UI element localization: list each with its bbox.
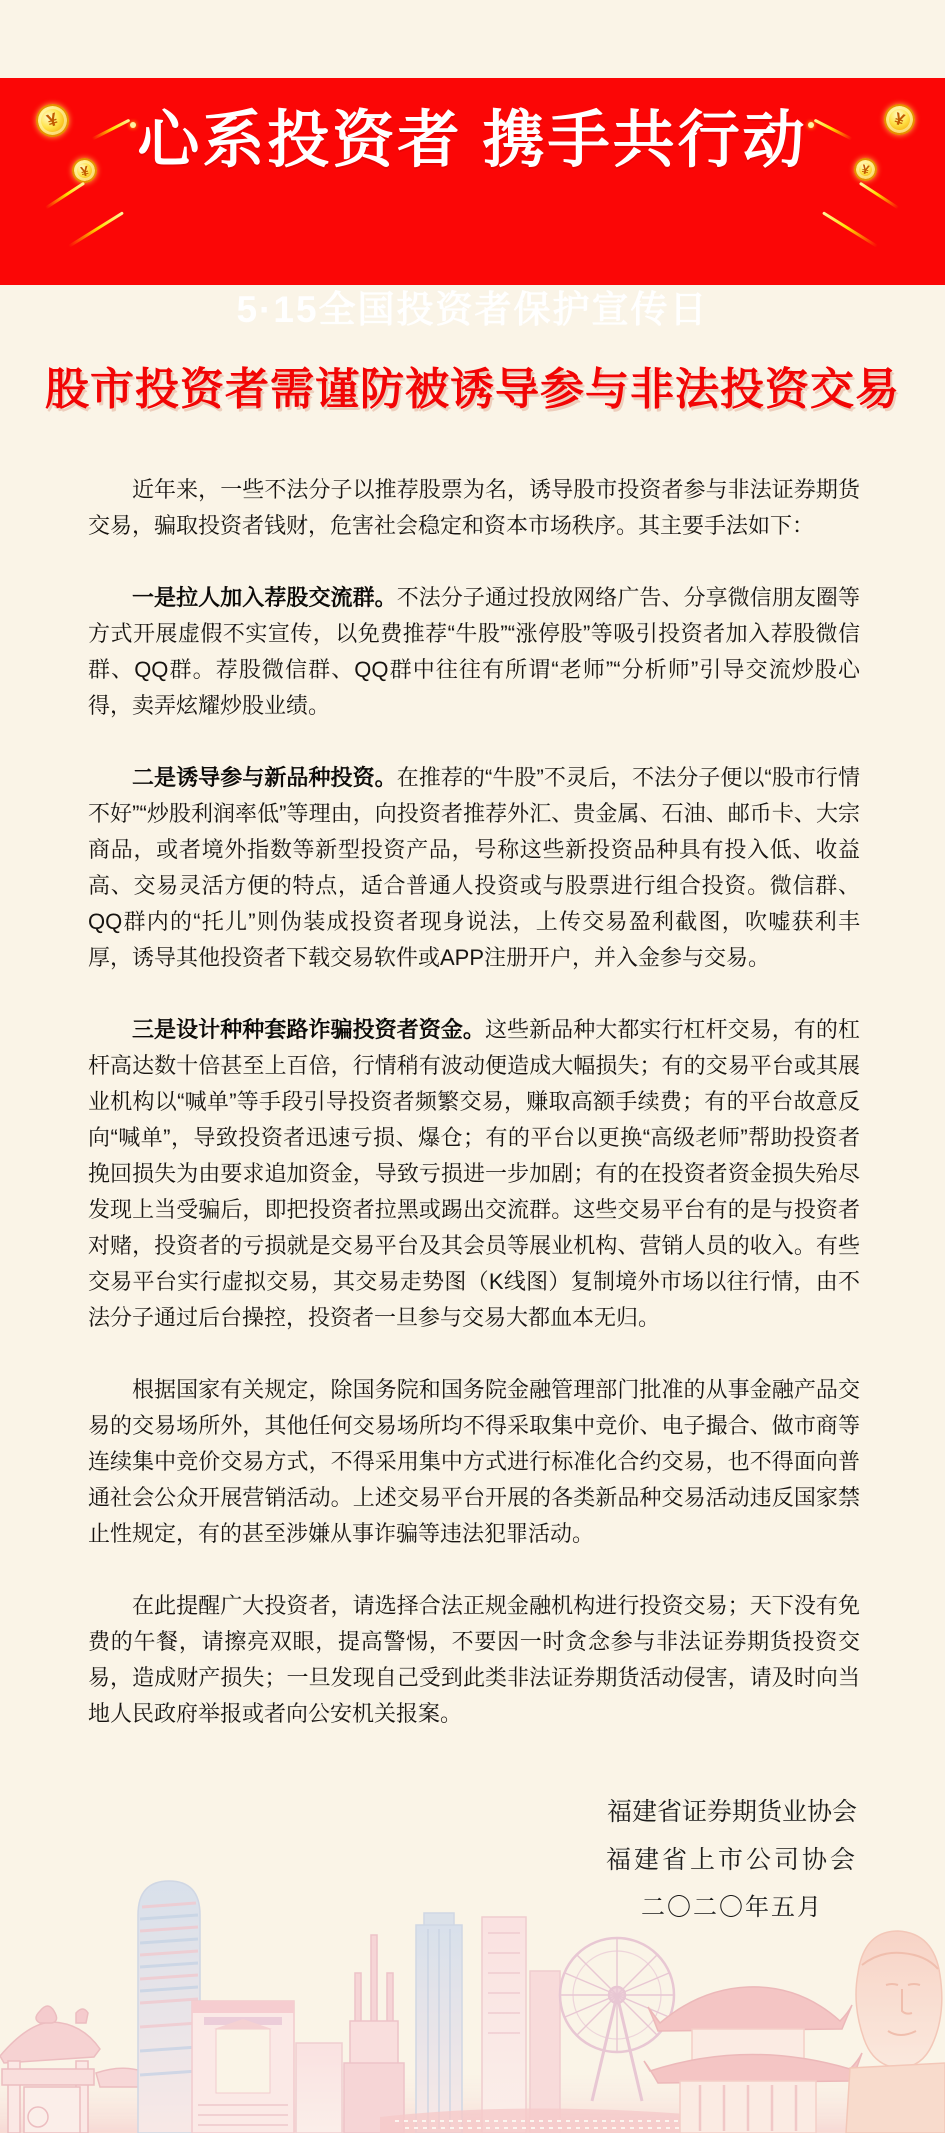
article-paragraph [88, 472, 860, 544]
firework-streak-icon [68, 211, 124, 247]
article-paragraph [88, 1012, 860, 1336]
gold-coin-icon: ¥ [70, 156, 100, 186]
article-headline: 股市投资者需谨防被诱导参与非法投资交易 [45, 365, 900, 414]
paragraph-text: 在此提醒广大投资者，请选择合法正规金融机构进行投资交易；天下没有免费的午餐，请擦亮双眼，提高警惕，不要因一时贪念参与非法证券期货投资交易，造成财产损失；一旦发现自己受到此类非法证券期货活动侵害，请及时向当地人民政府举报或者向公安机关报案。 [88, 1593, 860, 1726]
tower-pair [482, 1917, 560, 2133]
firework-streak-icon [822, 211, 878, 247]
cylindrical-tower [138, 1881, 200, 2133]
mid-building [296, 2043, 342, 2133]
article-paragraph [88, 580, 860, 724]
paragraph-text: 根据国家有关规定，除国务院和国务院金融管理部门批准的从事金融产品交易的交易场所外，其他任何交易场所均不得采取集中竞价、电子撮合、做市商等连续集中竞价交易方式，不得采用集中方式进行标准化合约交易，也不得面向普通社会公众开展营销活动。上述交易平台开展的各类新品种交易活动违反国家禁止性规定，有的甚至涉嫌从事诈骗等违法犯罪活动。 [88, 1377, 860, 1546]
gold-coin-icon: ¥ [32, 100, 74, 142]
tall-tower [416, 1913, 462, 2133]
signature-association-2: 福建省上市公司协会 [605, 1846, 858, 1874]
statue-head [846, 1931, 945, 2133]
spired-tower [344, 1935, 404, 2133]
gold-coin-icon: ¥ [852, 156, 879, 183]
firework-streak-icon [45, 182, 85, 210]
paragraph-text: 在推荐的“牛股”不灵后，不法分子便以“股市行情不好”“炒股利润率低”等理由，向投资者推荐外汇、贵金属、石油、邮币卡、大宗商品，或者境外指数等新型投资产品，号称这些新投资品种具有投入低、收益高、交易灵活方便的特点，适合普通人投资或与股票进行组合投资。微信群、QQ群内的“托儿”则伪装成投资者现身说法，上传交易盈利截图，吹嘘获利丰厚，诱导其他投资者下载交易软件或APP注册开户，并入金参与交易。 [88, 765, 860, 970]
paragraph-text: 不法分子通过投放网络广告、分享微信朋友圈等方式开展虚假不实宣传，以免费推荐“牛股”“涨停股”等吸引投资者加入荐股微信群、QQ群。荐股微信群、QQ群中往往有所谓“老师”“分析师”引导交流炒股心得，卖弄炫耀炒股业绩。 [88, 585, 860, 718]
article-paragraph [88, 760, 860, 976]
firework-streak-icon [859, 182, 899, 210]
city-skyline-watermark [0, 1873, 945, 2133]
gold-coin-icon: ¥ [880, 100, 919, 139]
article-paragraph [88, 1372, 860, 1552]
paragraph-lead: 三是设计种种套路诈骗投资者资金。 [132, 1017, 485, 1042]
gate-building [192, 2001, 294, 2133]
signature-date: 二〇二〇年五月 [641, 1894, 823, 1921]
article-paragraph [88, 1588, 860, 1732]
article-body [88, 472, 860, 1732]
signature-association-1: 福建省证券期货业协会 [606, 1798, 857, 1826]
paragraph-lead: 二是诱导参与新品种投资。 [132, 765, 397, 790]
banner-title: 心系投资者 携手共行动 [137, 106, 808, 175]
paragraph-text: 这些新品种大都实行杠杆交易，有的杠杆高达数十倍甚至上百倍，行情稍有波动便造成大幅损失；有的交易平台或其展业机构以“喊单”等手段引导投资者频繁交易，赚取高额手续费；有的平台故意反向“喊单”，导致投资者迅速亏损、爆仓；有的平台以更换“高级老师”帮助投资者挽回损失为由要求追加资金，导致亏损进一步加剧；有的在投资者资金损失殆尽发现上当受骗后，即把投资者拉黑或踢出交流群。这些交易平台有的是与投资者对赌，投资者的亏损就是交易平台及其会员等展业机构、营销人员的收入。有些交易平台实行虚拟交易，其交易走势图（K线图）复制境外市场以往行情，由不法分子通过后台操控，投资者一旦参与交易大都血本无归。 [88, 1017, 860, 1330]
paragraph-lead: 一是拉人加入荐股交流群。 [132, 585, 397, 610]
banner-subtitle: 5·15全国投资者保护宣传日 [236, 289, 709, 330]
header-banner [0, 78, 945, 330]
paragraph-text: 近年来，一些不法分子以推荐股票为名，诱导股市投资者参与非法证券期货交易，骗取投资者钱财，危害社会稳定和资本市场秩序。其主要手法如下： [88, 477, 860, 538]
